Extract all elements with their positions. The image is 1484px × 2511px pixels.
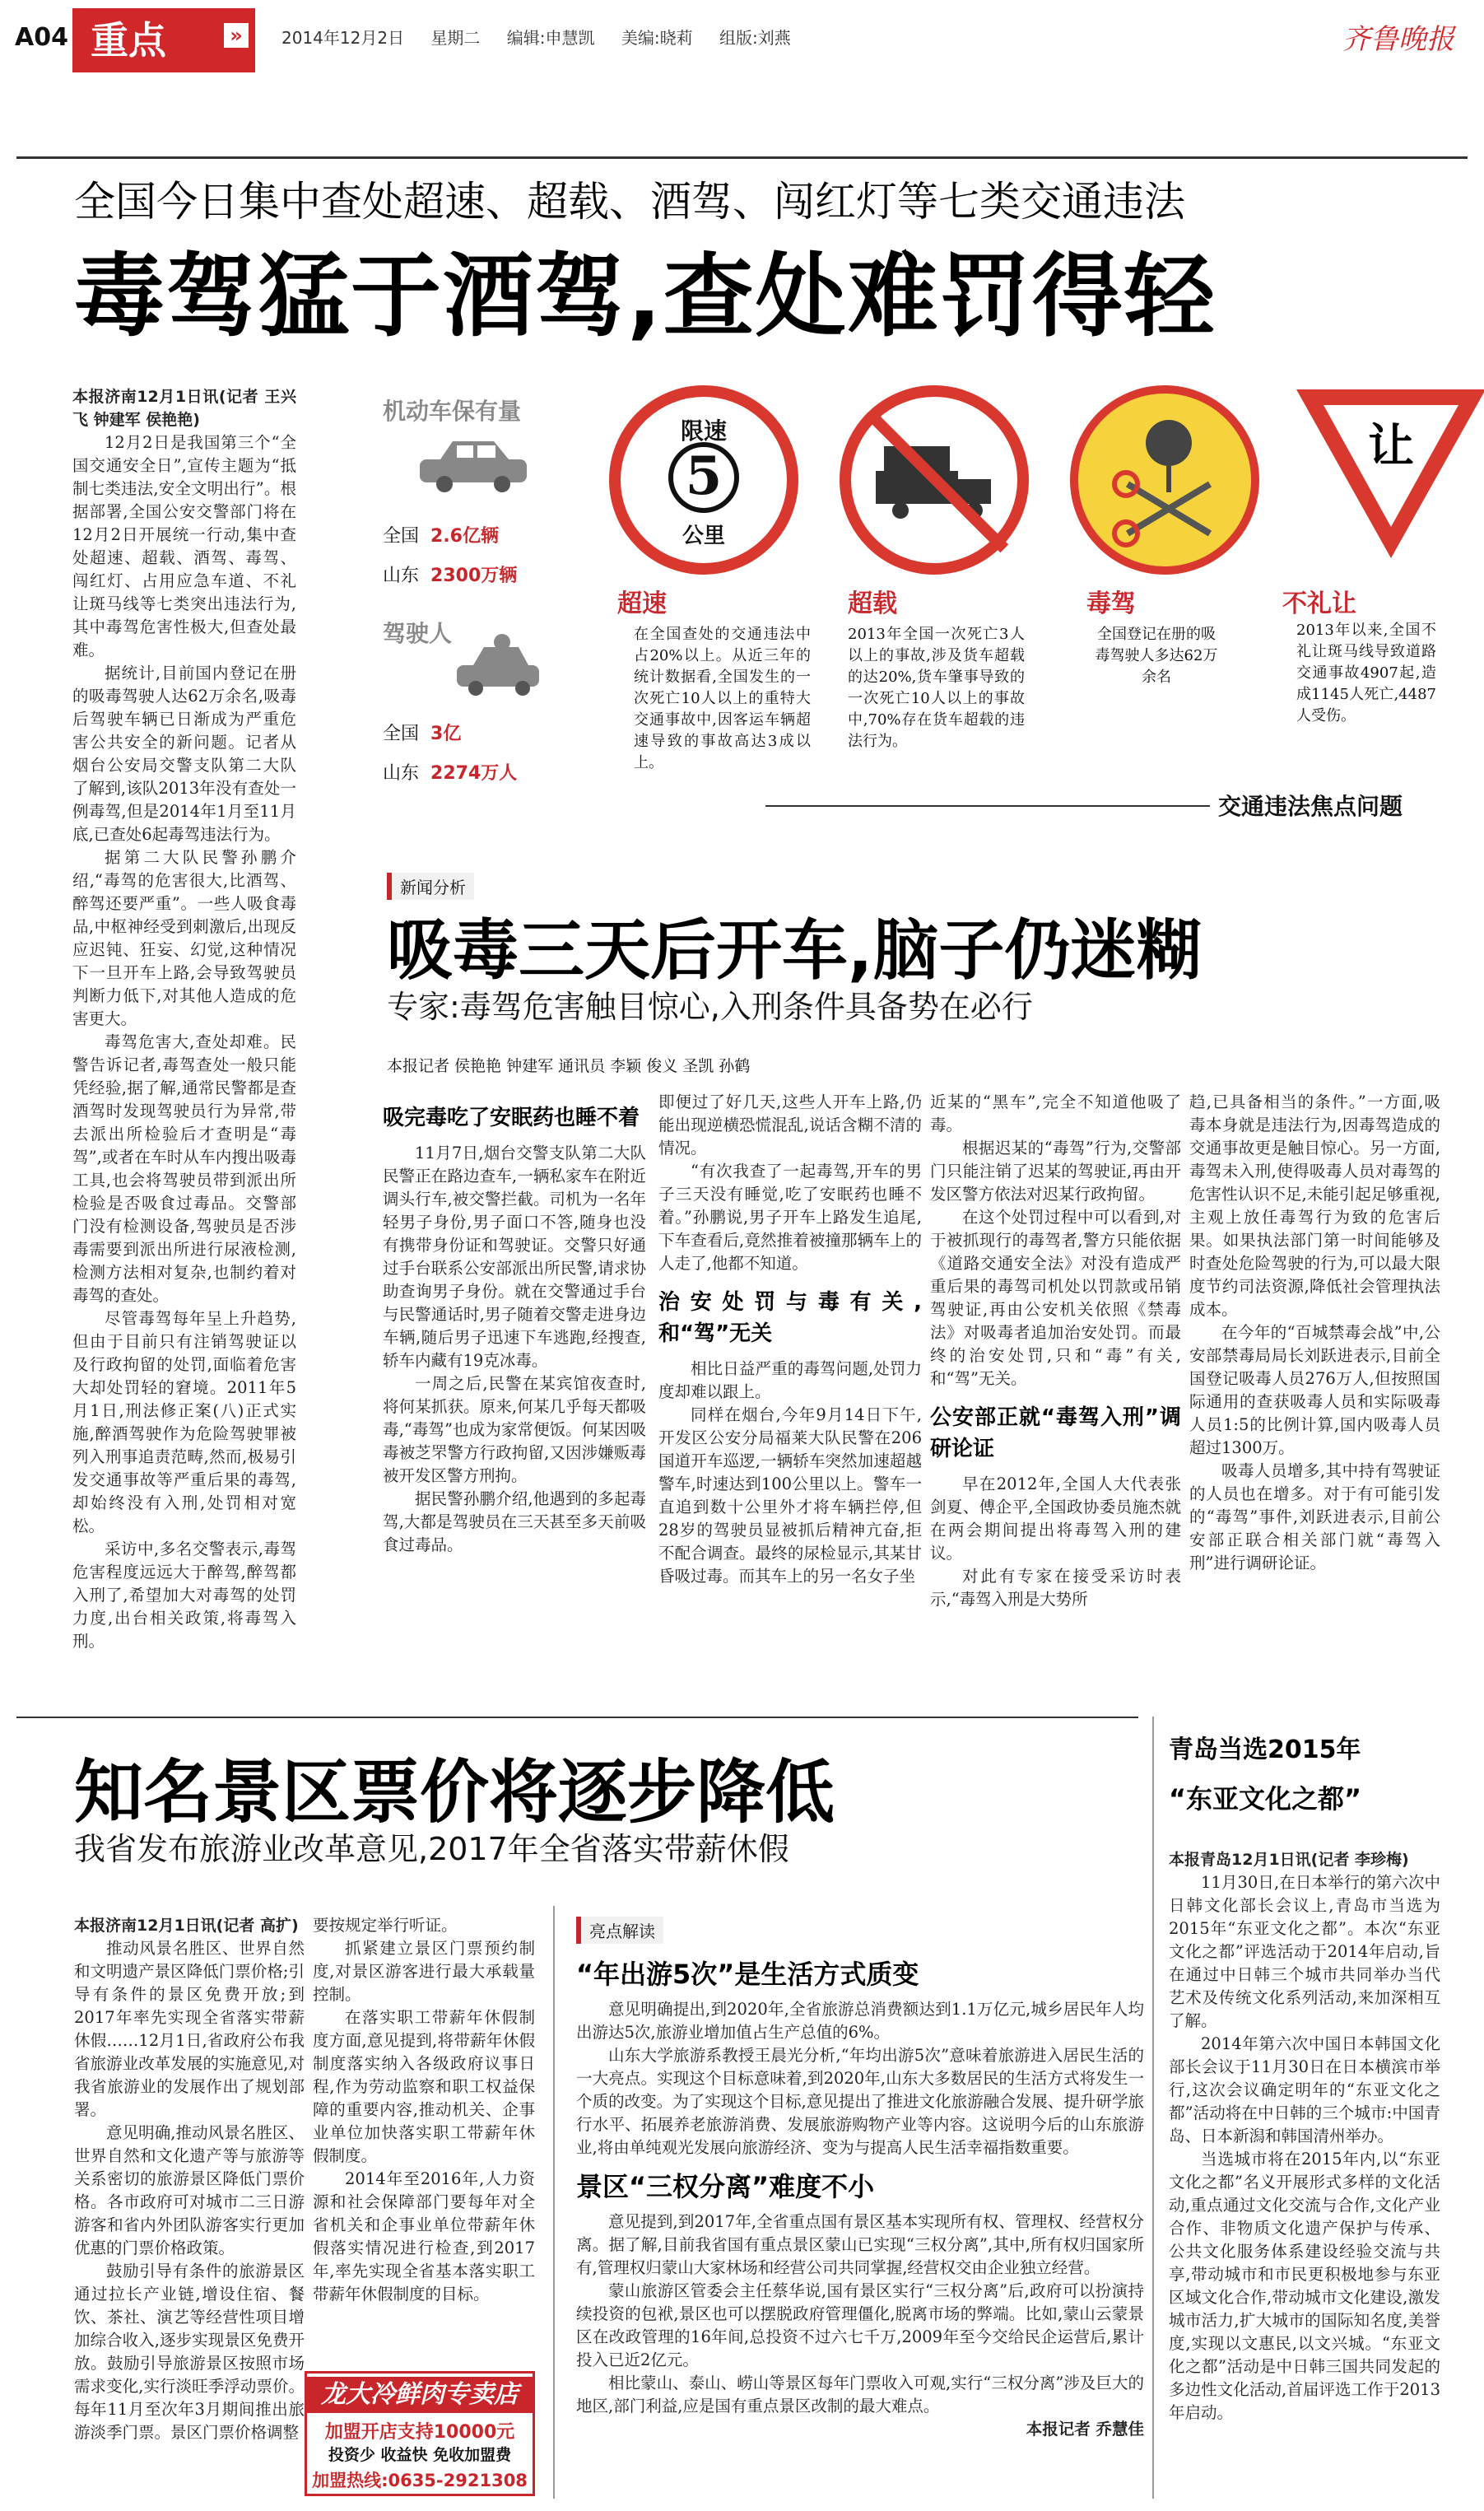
story3-para: 山东大学旅游系教授王晨光分析,“年均出游5次”意味着旅游进入居民生活的一大亮点。实现这个目标意味着,到2020年,山东大多数居民的生活方式将发生一个质的改变。为了实现这个目标,意见提出了推进文化旅游融合发展、提升研学旅行水平、拓展养老旅游消费、发展旅游购物产业等内容。这说明今后的山东旅游业,将由单纯观光发展向旅游经济、变为与提高人民生活幸福指数重要。 — [576, 2046, 1144, 2157]
story3-para: 蒙山旅游区管委会主任蔡华说,国有景区实行“三权分离”后,政府可以扮演持续投资的包袱,景区也可以摆脱政府管理僵化,脱离市场的弊端。比如,蒙山云蒙景区在改政管理的16年间,总投资不过六七千万,2009年至今交给民企运营后,累计投入已近2亿元。 — [576, 2281, 1144, 2369]
yield-sign-text: 让 — [1368, 420, 1414, 473]
story3-para: 意见明确提出,到2020年,全省旅游总消费额达到1.1万亿元,城乡居民年人均出游达5次,旅游业增加值占生产总值的6%。 — [576, 2000, 1144, 2042]
story2-para: 近某的“黑车”,完全不知道他吸了毒。 — [930, 1092, 1181, 1134]
icon-caption: 超速 — [617, 589, 667, 618]
story3-col1 — [74, 1914, 305, 2444]
story2-subhead: 公安部正就“毒驾入刑”调研论证 — [930, 1405, 1181, 1461]
speed-limit-top: 限速 — [680, 417, 727, 445]
icon-text: 2013年以来,全国不礼让斑马线导致道路交通事故4907起,造成1145人死亡,4487人受伤。 — [1296, 622, 1436, 724]
section-title: 重点 — [91, 18, 166, 63]
header-rule — [16, 156, 1468, 159]
story3-para: 相比蒙山、泰山、崂山等景区每年门票收入可观,实行“三权分离”涉及巨大的地区,部门利益,应是国有重点景区改制的最大难点。 — [576, 2374, 1144, 2415]
speed-limit-unit: 公里 — [682, 524, 725, 548]
story2-subhead: 治安处罚与毒有关,和“驾”无关 — [658, 1290, 922, 1346]
proof-credit: 组版:刘燕 — [719, 28, 791, 48]
story4-byline: 本报青岛12月1日讯(记者 李珍梅) — [1169, 1851, 1409, 1869]
story1-left-column — [72, 385, 296, 1653]
story3-para: 鼓励引导有条件的旅游景区通过拉长产业链,增设住宿、餐饮、茶社、演艺等经营性项目增加综合收入,逐步实现景区免费开放。鼓励引导旅游景区按照市场需求变化,实行淡旺季浮动票价。每年11月至次年3月期间推出旅游淡季门票。景区门票价格调整 — [74, 2262, 305, 2442]
icon-text: 在全国查处的交通违法中占20%以上。从近三年的统计数据看,全国发生的一次死亡10人以上的重特大交通事故中,因客运车辆超速导致的事故高达3成以上。 — [634, 626, 811, 771]
advertisement[interactable] — [305, 2371, 535, 2496]
story3-tag: 亮点解读 — [576, 1917, 663, 1944]
ad-line2: 加盟开店支持10000元 — [324, 2422, 515, 2443]
stat-label: 全国 — [383, 724, 420, 744]
header-meta — [281, 25, 812, 49]
story2-subhead: 吸完毒吃了安眠药也睡不着 — [383, 1106, 640, 1130]
story1-kicker: 全国今日集中查处超速、超载、酒驾、闯红灯等七类交通违法 — [74, 178, 1185, 226]
stats-vehicle-title: 机动车保有量 — [383, 398, 522, 425]
story1-byline: 本报济南12月1日讯(记者 王兴飞 钟建军 侯艳艳) — [72, 388, 296, 429]
focus-rule — [765, 805, 1210, 807]
ad-title: 龙大冷鲜肉专卖店 — [307, 2377, 533, 2413]
page-number: A04 — [15, 23, 68, 52]
story1-para: 据统计,目前国内登记在册的吸毒驾驶人达62万余名,吸毒后驾驶车辆已日渐成为严重危害公共安全的新问题。记者从烟台公安局交警支队第二大队了解到,该队2013年没有查处一例毒驾,但是2014年1月至11月底,已查处6起毒驾违法行为。 — [72, 664, 296, 844]
chevron-right-icon: » — [224, 23, 249, 48]
story2-headline: 吸毒三天后开车,脑子仍迷糊 — [387, 912, 1203, 989]
story3-headline: 知名景区票价将逐步降低 — [74, 1752, 835, 1833]
story3-subhead: “年出游5次”是生活方式质变 — [576, 1959, 919, 1990]
story3-byline: 本报济南12月1日讯(记者 高扩) — [74, 1917, 299, 1935]
story2-para: 即便过了好几天,这些人开车上路,仍能出现逆横恐慌混乱,说话含糊不清的情况。 — [658, 1092, 922, 1158]
story3-col2 — [313, 1914, 535, 2306]
story4-headline1: 青岛当选2015年 — [1169, 1735, 1361, 1764]
story2-byline: 本报记者 侯艳艳 钟建军 通讯员 李颖 俊义 圣凯 孙鹤 — [387, 1057, 751, 1075]
car-icon — [412, 435, 535, 492]
story2-para: 早在2012年,全国人大代表张剑夏、傅企平,全国政协委员施杰就在两会期间提出将毒驾入刑的建议。 — [930, 1474, 1181, 1563]
story3-para: 2014年至2016年,人力资源和社会保障部门要每年对全省机关和企事业单位带薪年休假落实情况进行检查,到2017年,率先实现全省基本落实职工带薪年休假制度的目标。 — [313, 2169, 535, 2304]
story2-col1 — [383, 1091, 646, 1557]
speed-limit-icon — [609, 385, 798, 575]
story2-para: 趋,已具备相当的条件。”一方面,吸毒本身就是违法行为,因毒驾造成的交通事故更是触目惊心。另一方面,毒驾未入刑,使得吸毒人员对毒驾的危害性认识不足,未能引起足够重视,主观上放任毒驾行为致的危害后果。如果执法部门第一时间能够及时查处危险驾驶的行为,可以最大限度节约司法资源,降低社会管理执法成本。 — [1189, 1092, 1440, 1319]
issue-date: 2014年12月2日 — [281, 28, 405, 48]
story1-para: 据第二大队民警孙鹏介绍,“毒驾的危害很大,比酒驾、醉驾还要严重”。一些人吸食毒品,中枢神经受到刺激后,出现反应迟钝、狂妄、幻觉,这种情况下一旦开车上路,会导致驾驶员判断力低下,对其他人造成的危害更大。 — [72, 848, 296, 1028]
icon-text: 2013年全国一次死亡3人以上的事故,涉及货车超载的达20%,货车肇事导致的一次死亡10人以上的事故中,70%存在货车超载的违法行为。 — [848, 626, 1025, 750]
story3-para: 意见明确,推动风景名胜区、世界自然和文化遗产等与旅游等关系密切的旅游景区降低门票价格。各市政府可对城市二三日游游客和省内外团队游客实行更加优惠的门票价格政策。 — [74, 2123, 305, 2257]
story3-para: 抓紧建立景区门票预约制度,对景区游客进行最大承载量控制。 — [313, 1939, 535, 2004]
ad-line3: 投资少 收益快 免收加盟费 — [328, 2446, 512, 2464]
story1-para: 采访中,多名交警表示,毒驾危害程度远远大于醉驾,醉驾都入刑了,希望加大对毒驾的处罚力度,出台相关政策,将毒驾入刑。 — [72, 1540, 296, 1651]
story3-para: 意见提到,到2017年,全省重点国有景区基本实现所有权、管理权、经营权分离。据了解,目前我省国有重点景区蒙山已实现“三权分离”,其中,所有权归国家所有,管理权归蒙山大家林场和经营公司共同掌握,经营权交由企业独立经营。 — [576, 2212, 1144, 2277]
story4-para: 11月30日,在日本举行的第六次中日韩文化部长会议上,青岛市当选为2015年“东亚文化之都”。本次“东亚文化之都”评选活动于2014年启动,旨在通过中日韩三个城市共同举办当代艺术及传统文化系列活动,来加深相互了解。 — [1169, 1873, 1440, 2030]
icon-caption: 不礼让 — [1282, 589, 1356, 618]
story4-para: 2014年第六次中国日本韩国文化部长会议于11月30日在日本横滨市举行,这次会议确定明年的“东亚文化之都”活动将在中日韩的三个城市:中国青岛、日本新潟和韩国清州举办。 — [1169, 2034, 1440, 2145]
infographic — [305, 385, 1440, 822]
drug-driving-icon — [1070, 385, 1259, 575]
story4-para: 当选城市将在2015年内,以“东亚文化之都”名义开展形式多样的文化活动,重点通过文化交流与合作,文化产业合作、非物质文化遗产保护与传承、公共文化服务体系建设经验交流与共享,带动城市和市民更积极地参与东亚区域文化合作,带动城市文化建设,激发城市活力,扩大城市的国际知名度,美誉度,实现以文惠民,以文兴城。“东亚文化之都”活动是中日韩三国共同发起的多边性文化活动,首届评选工作于2013年启动。 — [1169, 2150, 1440, 2422]
story3-para: 推动风景名胜区、世界自然和文明遗产景区降低门票价格;引导有条件的景区免费开放;到2017年率先实现全省落实带薪休假……12月1日,省政府公布我省旅游业改革发展的实施意见,对我省旅游业的发展作出了规划部署。 — [74, 1939, 305, 2119]
driver-icon — [453, 632, 543, 698]
story3-deck: 我省发布旅游业改革意见,2017年全省落实带薪休假 — [74, 1831, 789, 1867]
overload-truck-icon — [840, 385, 1029, 575]
stats-driver-title: 驾驶人 — [383, 620, 453, 647]
column-divider — [553, 1906, 555, 2499]
story2-deck: 专家:毒驾危害触目惊心,入刑条件具备势在必行 — [387, 989, 1033, 1025]
stat-value: 2300万辆 — [430, 566, 518, 586]
icon-caption: 超载 — [848, 589, 897, 618]
stat-label: 山东 — [383, 566, 420, 586]
story2-para: 相比日益严重的毒驾问题,处罚力度却难以跟上。 — [658, 1359, 922, 1401]
stats-vehicle-rows — [383, 517, 517, 596]
stat-value: 2.6亿辆 — [430, 526, 499, 547]
story2-col3 — [930, 1091, 1181, 1611]
story3-para: 要按规定举行听证。 — [313, 1916, 458, 1935]
icon-caption: 毒驾 — [1086, 589, 1136, 618]
stats-driver-rows — [383, 715, 517, 794]
story2-para: 在这个处罚过程中可以看到,对于被抓现行的毒驾者,警方只能依据《道路交通安全法》对没有造成严重后果的毒驾司机处以罚款或吊销驾驶证,再由公安机关依照《禁毒法》对吸毒者追加治安处罚。而最终的治安处罚,只和“毒”有关,和“驾”无关。 — [930, 1208, 1181, 1388]
story2-para: 根据迟某的“毒驾”行为,交警部门只能注销了迟某的驾驶证,再由开发区警方依法对迟某行政拘留。 — [930, 1139, 1181, 1204]
stat-value: 2274万人 — [430, 763, 518, 784]
story2-para: 11月7日,烟台交警支队第二大队民警正在路边查车,一辆私家车在附近调头行车,被交警拦截。司机为一名年轻男子身份,男子面口不答,随身也没有携带身份证和驾驶证。交警只好通过手台联系公安部派出所民警,请求协助查询男子身份。就在交警通过手台与民警通话时,男子随着交警走进身边车辆,随后男子迅速下车逃跑,经搜查,轿车内藏有19克冰毒。 — [383, 1144, 646, 1370]
story2-para: 一周之后,民警在某宾馆夜查时,将何某抓获。原来,何某几乎每天都吸毒,“毒驾”也成为家常便饭。何某因吸毒被芝罘警方行政拘留,又因涉嫌贩毒被开发区警方刑拘。 — [383, 1374, 646, 1485]
story3-analysis — [576, 1947, 1144, 2441]
story3-subhead: 景区“三权分离”难度不小 — [576, 2171, 875, 2202]
icon-text: 全国登记在册的吸毒驾驶人多达62万余名 — [1095, 626, 1218, 686]
stat-value: 3亿 — [430, 724, 462, 744]
newspaper-logo: 齐鲁晚报 — [1342, 23, 1454, 56]
editor-credit: 编辑:申慧凯 — [506, 28, 595, 48]
stat-label: 全国 — [383, 526, 420, 547]
story2-para: 对此有专家在接受采访时表示,“毒驾入刑是大势所 — [930, 1567, 1181, 1609]
stat-label: 山东 — [383, 763, 420, 784]
story1-para: 尽管毒驾每年呈上升趋势,但由于目前只有注销驾驶证以及行政拘留的处罚,面临着危害大却处罚轻的窘境。2011年5月1日,刑法修正案(八)正式实施,醉酒驾驶作为危险驾驶罪被列入刑事追责范畴,然而,极易引发交通事故等严重后果的毒驾,却始终没有入刑,处罚相对宽松。 — [72, 1309, 296, 1535]
story1-para: 12月2日是我国第三个“全国交通安全日”,宣传主题为“抵制七类违法,安全文明出行”。根据部署,全国公安交警部门将在12月2日开展统一行动,集中查处超速、超载、酒驾、毒驾、闯红灯、占用应急车道、不礼让斑马线等七类突出违法行为,其中毒驾危害性极大,但查处最难。 — [72, 433, 296, 659]
story4-column — [1169, 1848, 1440, 2425]
story1-para: 毒驾危害大,查处却难。民警告诉记者,毒驾查处一般只能凭经验,据了解,通常民警都是查酒驾时发现驾驶员行为异常,带去派出所检验后才查明是“毒驾”,或者在车时从车内搜出吸毒工具,也会将驾驶员带到派出所检验是否吸食过毒品。交警部门没有检测设备,驾驶员是否涉毒需要到派出所进行尿液检测,检测方法相对复杂,也制约着对毒驾的查处。 — [72, 1032, 296, 1305]
story2-col2 — [658, 1091, 922, 1588]
story2-para: 据民警孙鹏介绍,他遇到的多起毒驾,大都是驾驶员在三天甚至多天前吸食过毒品。 — [383, 1489, 646, 1554]
story2-col4 — [1189, 1091, 1440, 1575]
story2-para: 吸毒人员增多,其中持有驾驶证的人员也在增多。对于有可能引发的“毒驾”事件,刘跃进表示,目前公安部正联合相关部门就“毒驾入刑”进行调研论证。 — [1189, 1461, 1440, 1572]
story4-headline2: “东亚文化之都” — [1169, 1783, 1362, 1815]
focus-label: 交通违法焦点问题 — [1218, 793, 1403, 820]
story2-para: 在今年的“百城禁毒会战”中,公安部禁毒局局长刘跃进表示,目前全国登记吸毒人员276万人,但按照国际通用的查获吸毒人员和实际吸毒人员1:5的比例计算,国内吸毒人员超过1300万。 — [1189, 1323, 1440, 1457]
yield-sign-icon — [1292, 385, 1484, 562]
section-rule — [16, 1717, 1138, 1718]
speed-limit-number: 5 — [668, 442, 739, 513]
story3-para: 在落实职工带薪年休假制度方面,意见提到,将带薪年休假制度落实纳入各级政府议事日程,作为劳动监察和职工权益保障的重要内容,推动机关、企事业单位加快落实职工带薪年休假制度。 — [313, 2008, 535, 2165]
story2-tag: 新闻分析 — [387, 873, 474, 900]
story3-byline2: 本报记者 乔慧佳 — [1026, 2420, 1144, 2439]
story1-headline: 毒驾猛于酒驾,查处难罚得轻 — [74, 244, 1217, 349]
ad-phone: 加盟热线:0635-2921308 — [312, 2471, 528, 2490]
story2-para: “有次我查了一起毒驾,开车的男子三天没有睡觉,吃了安眠药也睡不着。”孙鹏说,男子开车上路发生追尾,下车查看后,竟然推着被撞那辆车上的人走了,他都不知道。 — [658, 1162, 922, 1273]
story2-para: 同样在烟台,今年9月14日下午,开发区公安分局福莱大队民警在206国道开车巡逻,一辆轿车突然加速超越警车,时速达到100公里以上。警车一直追到数十公里外才将车辆拦停,但28岁的驾驶员显被抓后精神亢奋,拒不配合调查。最终的尿检显示,其某甘昏吸过毒。而其车上的另一名女子坐 — [658, 1405, 922, 1586]
designer-credit: 美编:晓莉 — [621, 28, 693, 48]
issue-weekday: 星期二 — [430, 28, 481, 48]
column-divider — [1152, 1717, 1154, 2499]
